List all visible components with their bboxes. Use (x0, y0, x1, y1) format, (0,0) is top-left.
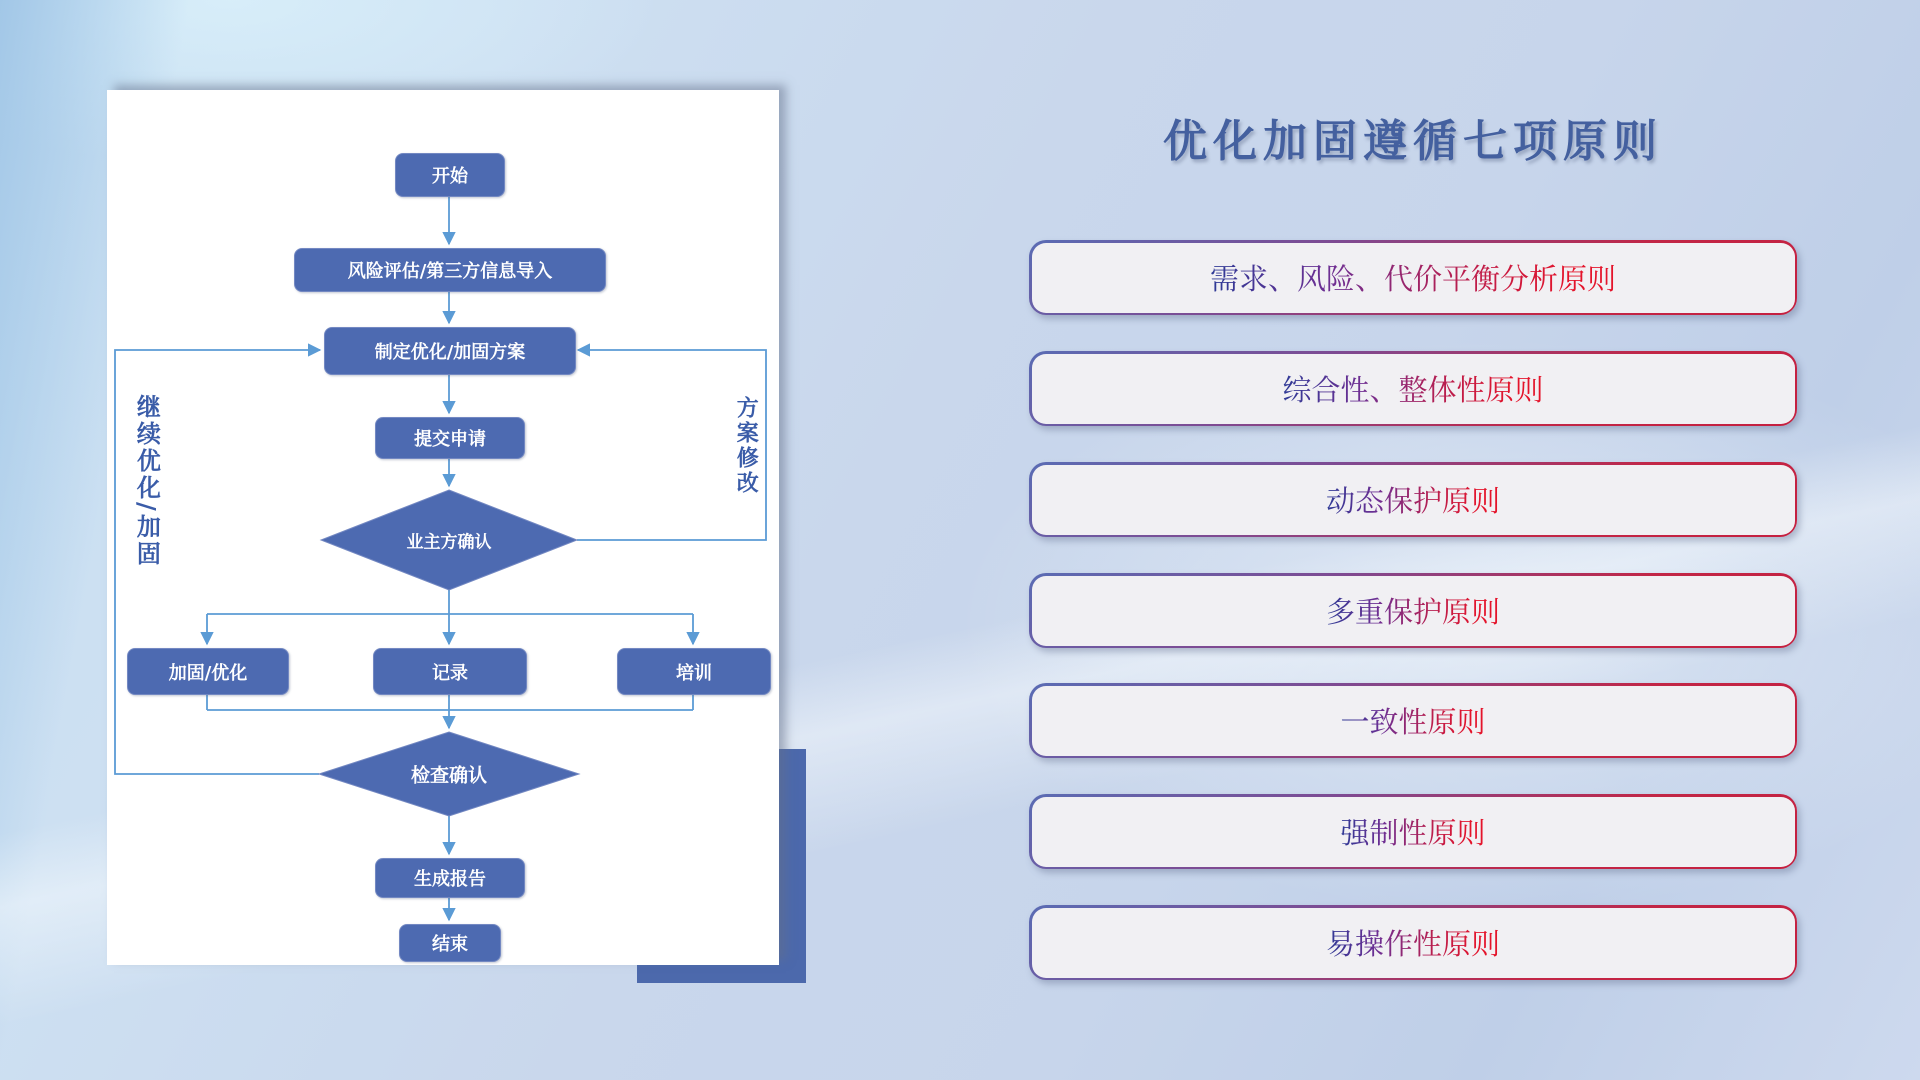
principle-box-3 (1029, 462, 1797, 537)
flow-node-make-plan: 制定优化/加固方案 (324, 327, 576, 375)
principle-box-2 (1029, 351, 1797, 426)
flow-node-submit-request: 提交申请 (375, 417, 525, 459)
principle-text-4: 多重保护原则 (1326, 590, 1500, 631)
flow-node-generate-report: 生成报告 (375, 858, 525, 898)
flow-node-reinforce-optimize: 加固/优化 (127, 648, 289, 695)
principle-text-1: 需求、风险、代价平衡分析原则 (1210, 257, 1616, 298)
flow-node-check-confirm-label: 检查确认 (410, 764, 488, 787)
flow-node-training: 培训 (617, 648, 771, 695)
flow-node-risk-assessment: 风险评估/第三方信息导入 (294, 248, 606, 292)
principle-box-5 (1029, 683, 1797, 758)
principle-text-2: 综合性、整体性原则 (1282, 368, 1543, 409)
flowchart-panel (107, 90, 779, 965)
flow-node-owner-confirm-label: 业主方确认 (406, 532, 492, 553)
right-loop-label: 方案修改 (733, 396, 759, 496)
flow-node-record: 记录 (373, 648, 527, 695)
principle-text-6: 强制性原则 (1340, 811, 1485, 852)
principle-box-1 (1029, 240, 1797, 315)
flow-node-start: 开始 (395, 153, 505, 197)
principle-box-6 (1029, 794, 1797, 869)
principle-text-3: 动态保护原则 (1326, 479, 1500, 520)
principle-box-7 (1029, 905, 1797, 980)
left-loop-label: 继续优化/加固 (132, 394, 161, 568)
principle-text-5: 一致性原则 (1340, 700, 1485, 741)
page-title: 优化加固遵循七项原则 (1163, 116, 1663, 167)
principle-text-7: 易操作性原则 (1326, 922, 1500, 963)
principle-box-4 (1029, 573, 1797, 648)
flow-node-end: 结束 (399, 924, 501, 962)
